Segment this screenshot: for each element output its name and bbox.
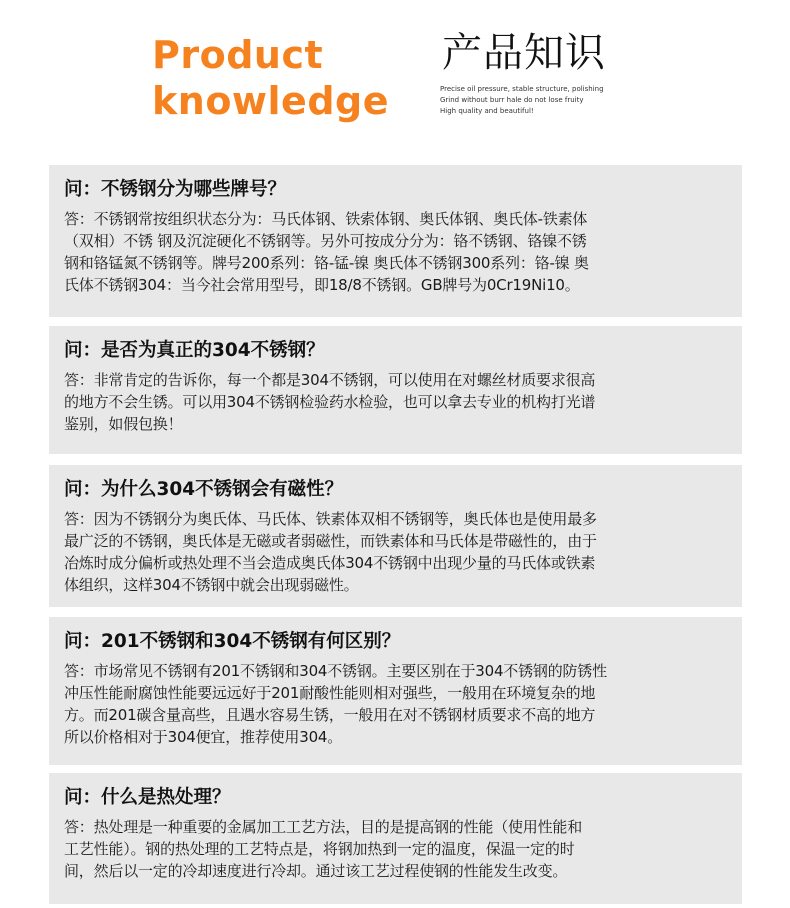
page-header <box>0 0 790 160</box>
faq-card-magnetism <box>49 465 742 607</box>
faq-card-heat-treatment <box>49 773 742 904</box>
faq-answer-line: 方。而201碳含量高些，且遇水容易生锈，一般用在对不锈钢材质要求不高的地方 <box>64 706 596 724</box>
faq-answer-line: 答：市场常见不锈钢有201不锈钢和304不锈钢。主要区别在于304不锈钢的防锈性 <box>64 662 607 680</box>
title-english-line1: Product <box>152 33 324 77</box>
faq-answer-line: 答：因为不锈钢分为奥氏体、马氏体、铁素体双相不锈钢等，奥氏体也是使用最多 <box>64 510 597 528</box>
faq-card-genuine-304 <box>49 326 742 454</box>
faq-answer-line: 答：不锈钢常按组织状态分为：马氏体钢、铁索体钢、奥氏体钢、奥氏体-铁素体 <box>64 210 588 228</box>
faq-answer-line: 体组织，这样304不锈钢中就会出现弱磁性。 <box>64 576 359 594</box>
faq-question: 问：不锈钢分为哪些牌号？ <box>64 179 287 200</box>
faq-answer-line: 钢和铬锰氮不锈钢等。牌号200系列：铬-锰-镍 奥氏体不锈钢300系列：铬-镍 奥 <box>64 254 589 272</box>
tagline-line: Grind without burr hale do not lose fruity <box>440 96 584 104</box>
faq-answer-line: 所以价格相对于304便宜，推荐使用304。 <box>64 728 343 746</box>
faq-answer-line: 间，然后以一定的冷却速度进行冷却。通过该工艺过程使钢的性能发生改变。 <box>64 862 568 880</box>
faq-answer <box>64 816 728 882</box>
tagline <box>440 84 604 117</box>
faq-answer-line: 冶炼时成分偏析或热处理不当会造成奥氏体304不锈钢中出现少量的马氏体或铁素 <box>64 554 596 572</box>
faq-answer <box>64 208 728 296</box>
faq-answer <box>64 369 728 435</box>
title-english-line2: knowledge <box>152 79 390 123</box>
faq-question: 问：为什么304不锈钢会有磁性？ <box>64 479 344 500</box>
faq-question: 问：201不锈钢和304不锈钢有何区别？ <box>64 631 401 652</box>
faq-answer-line: 答：非常肯定的告诉你，每一个都是304不锈钢，可以使用在对螺丝材质要求很高 <box>64 371 596 389</box>
faq-answer-line: 氏体不锈钢304：当今社会常用型号，即18/8不锈钢。GB牌号为0Cr19Ni10。 <box>64 276 580 294</box>
faq-answer-line: 冲压性能耐腐蚀性能要远远好于201耐酸性能则相对强些，一般用在环境复杂的地 <box>64 684 596 702</box>
faq-answer <box>64 660 728 748</box>
faq-answer-line: 最广泛的不锈钢，奥氏体是无磁或者弱磁性，而铁素体和马氏体是带磁性的，由于 <box>64 532 597 550</box>
tagline-line: High quality and beautiful! <box>440 107 534 115</box>
faq-question: 问：是否为真正的304不锈钢？ <box>64 340 325 361</box>
faq-card-201-vs-304 <box>49 617 742 765</box>
faq-answer <box>64 508 728 596</box>
faq-card-grades <box>49 165 742 317</box>
faq-answer-line: （双相）不锈 钢及沉淀硬化不锈钢等。另外可按成分分为：铬不锈钢、铬镍不锈 <box>64 232 587 250</box>
faq-answer-line: 的地方不会生锈。可以用304不锈钢检验药水检验，也可以拿去专业的机构打光谱 <box>64 393 596 411</box>
title-chinese: 产品知识 <box>442 30 606 76</box>
title-english <box>152 32 389 124</box>
faq-answer-line: 鉴别，如假包换！ <box>64 415 183 433</box>
faq-question: 问：什么是热处理？ <box>64 787 231 808</box>
tagline-line: Precise oil pressure, stable structure, polishing <box>440 85 604 93</box>
faq-answer-line: 答：热处理是一种重要的金属加工工艺方法，目的是提高钢的性能（使用性能和 <box>64 818 583 836</box>
faq-answer-line: 工艺性能）。钢的热处理的工艺特点是，将钢加热到一定的温度，保温一定的时 <box>64 840 575 858</box>
